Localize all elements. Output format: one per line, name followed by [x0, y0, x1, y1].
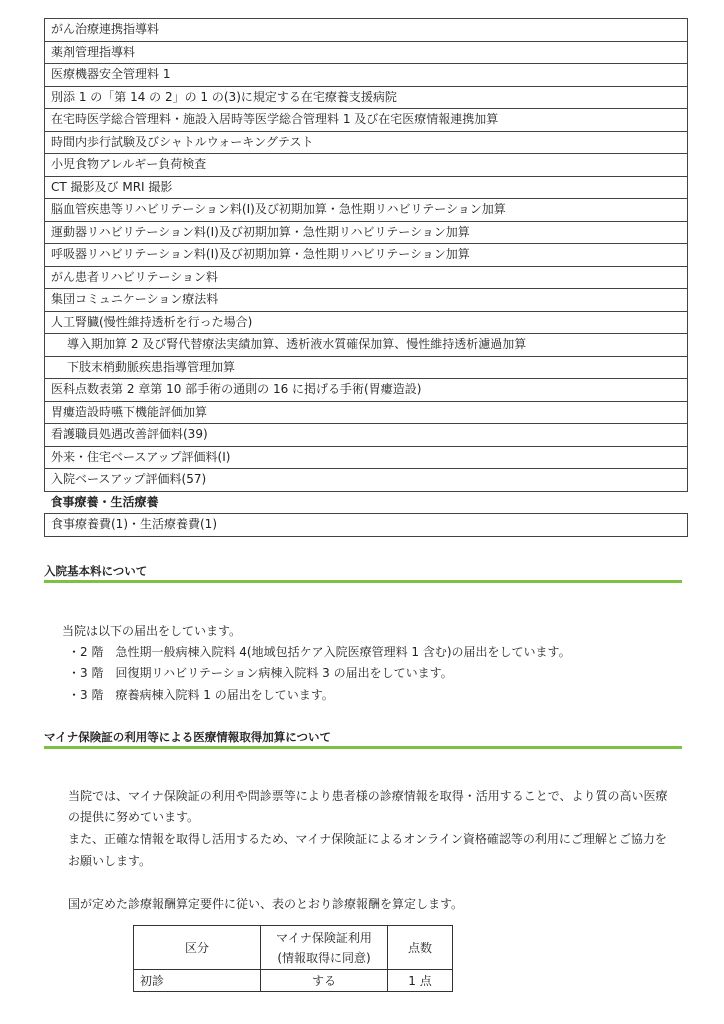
- list-item: 人工腎臓(慢性維持透析を行った場合): [45, 311, 688, 334]
- list-item: 別添 1 の「第 14 の 2」の 1 の(3)に規定する在宅療養支援病院: [45, 86, 688, 109]
- list-row: [45, 356, 688, 379]
- list-row: [45, 86, 688, 109]
- fee-header-points: 点数: [388, 926, 453, 970]
- list-row: [45, 289, 688, 312]
- list-row: [45, 424, 688, 447]
- list-item: 集団コミュニケーション療法料: [45, 289, 688, 312]
- list-item: がん治療連携指導料: [45, 19, 688, 42]
- meal-item: 食事療養費(1)・生活療養費(1): [45, 514, 688, 537]
- list-item: がん患者リハビリテーション料: [45, 266, 688, 289]
- list-item: 運動器リハビリテーション料(Ⅰ)及び初期加算・急性期リハビリテーション加算: [45, 221, 688, 244]
- list-item: 胃瘻造設時嚥下機能評価加算: [45, 401, 688, 424]
- list-item: 薬剤管理指導料: [45, 41, 688, 64]
- list-item: CT 撮影及び MRI 撮影: [45, 176, 688, 199]
- section-divider: [44, 746, 682, 749]
- list-item: 導入期加算 2 及び腎代替療法実績加算、透析液水質確保加算、慢性維持透析濾過加算: [45, 334, 688, 357]
- list-row: [45, 514, 688, 537]
- list-item: 時間内歩行試験及びシャトルウォーキングテスト: [45, 131, 688, 154]
- list-row: [45, 221, 688, 244]
- list-item: 呼吸器リハビリテーション料(Ⅰ)及び初期加算・急性期リハビリテーション加算: [45, 244, 688, 267]
- list-row: [45, 176, 688, 199]
- fee-cell: する: [261, 970, 388, 992]
- list-row: [45, 401, 688, 424]
- list-row: [45, 244, 688, 267]
- section-title-inpatient: 入院基本料について: [44, 564, 148, 578]
- list-row: [45, 334, 688, 357]
- list-item: 医療機器安全管理料 1: [45, 64, 688, 87]
- myna-paragraph: 当院では、マイナ保険証の利用や問診票等により患者様の診療情報を取得・活用することで、より質の高い医療: [68, 789, 668, 803]
- inpatient-bullet: ・3 階 療養病棟入院料 1 の届出をしています。: [68, 688, 334, 702]
- meal-heading: 食事療養・生活療養: [50, 494, 159, 509]
- inpatient-intro: 当院は以下の届出をしています。: [62, 624, 242, 638]
- inpatient-bullet: ・3 階 回復期リハビリテーション病棟入院料 3 の届出をしています。: [68, 666, 453, 680]
- fee-header-myna: [261, 926, 388, 970]
- myna-paragraph: お願いします。: [68, 854, 152, 868]
- list-item: 外来・住宅ベースアップ評価料(Ⅰ): [45, 446, 688, 469]
- myna-paragraph: また、正確な情報を取得し活用するため、マイナ保険証によるオンライン資格確認等の利用にご理解とご協力を: [68, 832, 667, 846]
- list-row: [45, 446, 688, 469]
- fee-header-myna-line1: マイナ保険証利用: [276, 930, 372, 945]
- section-divider: [44, 580, 682, 583]
- fee-cell: 初診: [134, 970, 261, 992]
- list-row: [45, 64, 688, 87]
- facility-standards-table: [44, 18, 688, 537]
- list-item: 下肢末梢動脈疾患指導管理加算: [45, 356, 688, 379]
- myna-paragraph: の提供に努めています。: [68, 810, 200, 824]
- inpatient-bullet: ・2 階 急性期一般病棟入院料 4(地域包括ケア入院医療管理料 1 含む)の届出をしています。: [68, 645, 571, 659]
- list-item: 脳血管疾患等リハビリテーション料(Ⅰ)及び初期加算・急性期リハビリテーション加算: [45, 199, 688, 222]
- list-row: [45, 19, 688, 42]
- list-item: 看護職員処遇改善評価料(39): [45, 424, 688, 447]
- myna-fee-table: [133, 925, 453, 992]
- list-row: [45, 154, 688, 177]
- list-row: [45, 379, 688, 402]
- list-row: [45, 469, 688, 492]
- fee-header-myna-line2: (情報取得に同意): [277, 950, 371, 965]
- list-item: 医科点数表第 2 章第 10 部手術の通則の 16 に掲げる手術(胃瘻造設): [45, 379, 688, 402]
- list-item: 入院ベースアップ評価料(57): [45, 469, 688, 492]
- list-item: 小児食物アレルギー負荷検査: [45, 154, 688, 177]
- list-row: [45, 311, 688, 334]
- list-row: [45, 131, 688, 154]
- list-row: [45, 41, 688, 64]
- list-row: [45, 109, 688, 132]
- list-row: [45, 266, 688, 289]
- list-row: [45, 199, 688, 222]
- meal-heading-row: [45, 491, 688, 514]
- section-title-myna: マイナ保険証の利用等による医療情報取得加算について: [44, 730, 332, 744]
- fee-header-category: 区分: [134, 926, 261, 970]
- list-item: 在宅時医学総合管理料・施設入居時等医学総合管理料 1 及び在宅医療情報連携加算: [45, 109, 688, 132]
- myna-paragraph: 国が定めた診療報酬算定要件に従い、表のとおり診療報酬を算定します。: [68, 897, 464, 911]
- fee-cell: 1 点: [388, 970, 453, 992]
